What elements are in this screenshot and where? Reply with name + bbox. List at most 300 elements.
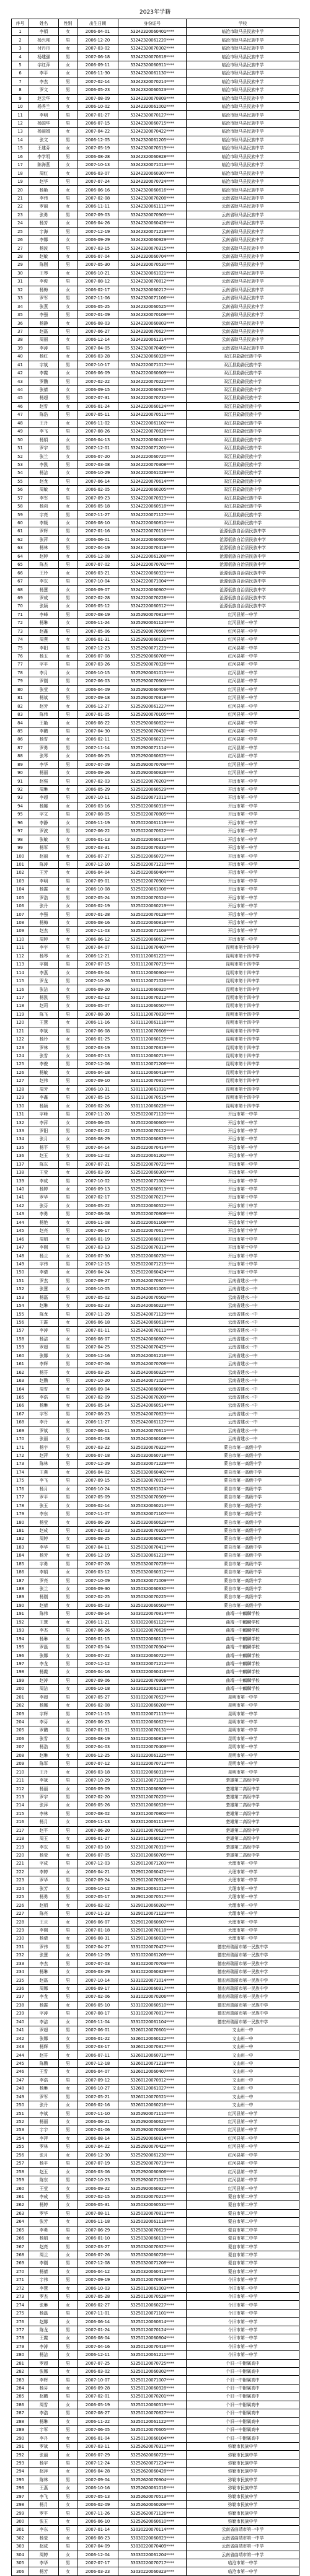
cell-id-number: 53250220070721**** (118, 1160, 187, 1168)
cell-gender: 男 (59, 1510, 78, 1518)
cell-id-number: 53290120060202**** (118, 1901, 187, 1909)
cell-birthdate: 2007-07-15 (78, 961, 118, 969)
cell-name: 李林 (29, 1809, 59, 1818)
cell-gender: 男 (59, 1743, 78, 1751)
cell-school: 文山州一中 (187, 2085, 299, 2093)
cell-birthdate: 2006-05-31 (78, 2201, 118, 2209)
cell-id-number: 53260120060407**** (118, 2068, 187, 2076)
cell-birthdate: 2006-12-08 (78, 552, 118, 560)
cell-name: 周敏 (29, 486, 59, 494)
cell-id-number: 53252620071224**** (118, 2459, 187, 2467)
table-row (12, 1693, 299, 1701)
cell-birthdate: 2007-11-26 (78, 2509, 118, 2517)
cell-name: 杨平 (29, 2160, 59, 2168)
cell-school: 昆明市第十四中学 (187, 985, 299, 993)
cell-school: 个旧市第一中学 (187, 2284, 299, 2292)
cell-name: 赵龙 (29, 477, 59, 485)
table-row (12, 1884, 299, 1892)
cell-gender: 男 (59, 1393, 78, 1401)
cell-gender: 男 (59, 1943, 78, 1951)
cell-name: 周芳 (29, 1085, 59, 1093)
cell-school: 开远市第一中学 (187, 1143, 299, 1151)
cell-id-number: 53252620060610**** (118, 2517, 187, 2525)
cell-index: 88 (12, 752, 29, 760)
cell-index: 55 (12, 477, 29, 485)
cell-school: 双江县勐勐民族中学 (187, 385, 299, 393)
column-header-name: 姓名 (29, 19, 59, 28)
cell-id-number: 53011120070715**** (118, 961, 187, 969)
cell-index: 167 (12, 1410, 29, 1418)
table-row (12, 1027, 299, 1035)
cell-name: 赵鹏 (29, 2393, 59, 2401)
cell-birthdate: 2006-03-04 (78, 969, 118, 977)
cell-name: 罗杰 (29, 1277, 59, 1285)
cell-gender: 女 (59, 1734, 78, 1743)
cell-index: 156 (12, 1318, 29, 1326)
cell-birthdate: 2007-06-29 (78, 2226, 118, 2234)
cell-name: 字辉 (29, 1710, 59, 1718)
cell-name: 李鹏 (29, 727, 59, 735)
cell-name: 李斌 (29, 1027, 59, 1035)
cell-id-number: 53250120060302**** (118, 2367, 187, 2375)
cell-birthdate: 2006-08-29 (78, 1135, 118, 1143)
cell-id-number: 53242220061029**** (118, 469, 187, 477)
table-row (12, 1860, 299, 1868)
cell-index: 165 (12, 1393, 29, 1401)
cell-id-number: 53250320071009**** (118, 1576, 187, 1585)
cell-name: 杨国华 (29, 119, 59, 127)
cell-index: 280 (12, 2351, 29, 2359)
cell-index: 262 (12, 2201, 29, 2209)
cell-name: 李刚 (29, 2259, 59, 2267)
cell-name: 杨艳 (29, 1218, 59, 1226)
table-row (12, 2251, 299, 2259)
table-row (12, 1710, 299, 1718)
cell-name: 字军 (29, 2426, 59, 2434)
cell-school: 开远市第十中学 (187, 1260, 299, 1268)
cell-gender: 女 (59, 1618, 78, 1626)
cell-name: 杨月 (29, 1818, 59, 1826)
cell-id-number: 53252920070819**** (118, 610, 187, 618)
table-row (12, 1218, 299, 1226)
cell-id-number: 53011120060125**** (118, 1035, 187, 1043)
cell-school: 云南省曲靖市第一中学 (187, 2551, 299, 2559)
cell-index: 157 (12, 1327, 29, 1335)
cell-id-number: 53252920061015**** (118, 669, 187, 677)
cell-school: 临沧市耿马县民族中学 (187, 161, 299, 169)
cell-id-number: 53252420070706**** (118, 1360, 187, 1368)
cell-index: 65 (12, 561, 29, 569)
cell-birthdate: 2007-06-08 (78, 1027, 118, 1035)
cell-gender: 男 (59, 2459, 78, 2467)
cell-birthdate: 2006-12-04 (78, 2551, 118, 2559)
cell-name: 李洁 (29, 2018, 59, 2026)
cell-school: 双江县勐勐民族中学 (187, 502, 299, 510)
table-row (12, 1135, 299, 1143)
cell-birthdate: 2006-11-16 (78, 1019, 118, 1027)
cell-school: 个旧市第一中学 (187, 2301, 299, 2309)
cell-id-number: 53250120070827**** (118, 2409, 187, 2417)
cell-name: 王霞 (29, 1318, 59, 1326)
cell-id-number: 53011120071026**** (118, 977, 187, 985)
cell-birthdate: 2007-05-27 (78, 1693, 118, 1701)
cell-birthdate: 2006-11-11 (78, 203, 118, 211)
cell-birthdate: 2007-09-23 (78, 494, 118, 502)
cell-name: 陈伟 (29, 710, 59, 718)
cell-id-number: 53242220060512**** (118, 602, 187, 610)
table-row (12, 2393, 299, 2401)
cell-gender: 男 (59, 910, 78, 918)
cell-birthdate: 2006-03-23 (78, 2567, 118, 2575)
cell-index: 140 (12, 1185, 29, 1193)
table-row (12, 677, 299, 685)
table-row (12, 1993, 299, 2001)
cell-id-number: 53242220060518**** (118, 502, 187, 510)
cell-gender: 女 (59, 2318, 78, 2326)
cell-birthdate: 2006-09-30 (78, 1585, 118, 1593)
cell-gender: 男 (59, 211, 78, 219)
cell-school: 云南省耿马县民族中学 (187, 194, 299, 202)
cell-index: 182 (12, 1535, 29, 1543)
cell-school: 昆明市第一中学 (187, 1734, 299, 1743)
cell-name: 杨超 (29, 394, 59, 402)
cell-name: 李杰 (29, 77, 59, 86)
table-row (12, 2492, 299, 2500)
table-row (12, 2509, 299, 2517)
table-row (12, 2059, 299, 2067)
cell-school: 双江县勐勐民族中学 (187, 353, 299, 361)
cell-index: 122 (12, 1035, 29, 1043)
cell-id-number: 53250320071208**** (118, 2259, 187, 2267)
cell-birthdate: 2006-04-26 (78, 219, 118, 227)
cell-birthdate: 2006-06-29 (78, 1518, 118, 1526)
cell-school: 个旧一中附属高中 (187, 2426, 299, 2434)
table-row (12, 444, 299, 452)
cell-id-number: 53242220060321**** (118, 569, 187, 577)
table-row (12, 1893, 299, 1901)
cell-birthdate: 2006-10-08 (78, 886, 118, 894)
table-row (12, 2417, 299, 2425)
table-row (12, 353, 299, 361)
cell-index: 69 (12, 594, 29, 602)
cell-name: 罗辉 (29, 527, 59, 535)
cell-id-number: 53250220070331**** (118, 843, 187, 851)
cell-gender: 女 (59, 2384, 78, 2392)
cell-gender: 女 (59, 1552, 78, 1560)
cell-id-number: 53242320060803**** (118, 319, 187, 327)
cell-birthdate: 2007-12-08 (78, 2259, 118, 2267)
cell-index: 74 (12, 635, 29, 643)
cell-name: 李超 (29, 794, 59, 802)
cell-name: 陈飞 (29, 1010, 59, 1018)
cell-id-number: 53242220070923**** (118, 494, 187, 502)
cell-id-number: 53030220060823**** (118, 2534, 187, 2542)
cell-id-number: 53242320071013**** (118, 161, 187, 169)
cell-gender: 男 (59, 2076, 78, 2084)
cell-school: 红河县第一中学 (187, 627, 299, 635)
cell-name: 李平 (29, 69, 59, 77)
cell-school: 红河县第一中学 (187, 752, 299, 760)
cell-gender: 女 (59, 869, 78, 877)
cell-birthdate: 2006-06-12 (78, 935, 118, 943)
cell-birthdate: 2007-11-03 (78, 927, 118, 935)
cell-school: 昆明市第十四中学 (187, 1060, 299, 1068)
cell-birthdate: 2006-10-15 (78, 669, 118, 677)
cell-id-number: 53250320060930**** (118, 1585, 187, 1593)
cell-id-number: 53030220060416**** (118, 1668, 187, 1676)
table-row (12, 661, 299, 669)
cell-birthdate: 2006-04-07 (78, 2068, 118, 2076)
cell-birthdate: 2006-11-13 (78, 1818, 118, 1826)
cell-school: 双江县勐勐民族中学 (187, 377, 299, 385)
cell-index: 196 (12, 1651, 29, 1659)
cell-id-number: 53242220061208**** (118, 552, 187, 560)
cell-school: 红河县第一中学 (187, 710, 299, 718)
cell-name: 陈龙 (29, 2326, 59, 2334)
cell-gender: 女 (59, 1935, 78, 1943)
cell-gender: 男 (59, 411, 78, 419)
cell-gender: 男 (59, 727, 78, 735)
cell-name: 李浩 (29, 2409, 59, 2417)
cell-id-number: 53250220061119**** (118, 819, 187, 827)
cell-id-number: 53030220070304**** (118, 1643, 187, 1651)
cell-school: 大理市第一中学 (187, 1909, 299, 1917)
cell-birthdate: 2006-06-05 (78, 1119, 118, 1127)
cell-name: 赵鹏 (29, 1376, 59, 1384)
cell-name: 杨军 (29, 843, 59, 851)
cell-name: 李成 (29, 1177, 59, 1185)
cell-name: 杨霞 (29, 886, 59, 894)
cell-name: 王琴 (29, 269, 59, 277)
cell-birthdate: 2007-12-15 (78, 1260, 118, 1268)
cell-id-number: 53250220070524**** (118, 894, 187, 902)
cell-birthdate: 2007-07-03 (78, 1959, 118, 1967)
cell-birthdate: 2007-12-24 (78, 2459, 118, 2467)
table-row (12, 1552, 299, 1560)
cell-gender: 男 (59, 760, 78, 768)
cell-name: 李阳 (29, 644, 59, 652)
cell-name: 张月 (29, 2151, 59, 2159)
cell-index: 22 (12, 203, 29, 211)
cell-index: 98 (12, 835, 29, 843)
cell-index: 115 (12, 977, 29, 985)
cell-name: 罗军 (29, 294, 59, 302)
cell-gender: 男 (59, 460, 78, 468)
cell-id-number: 53250320070629**** (118, 2226, 187, 2234)
cell-gender: 男 (59, 1310, 78, 1318)
cell-birthdate: 2007-12-12 (78, 1659, 118, 1668)
cell-school: 临沧市耿马县民族中学 (187, 128, 299, 136)
table-row (12, 877, 299, 885)
cell-name: 王燕 (29, 1468, 59, 1476)
table-row (12, 1643, 299, 1651)
cell-birthdate: 2006-09-15 (78, 385, 118, 393)
table-row (12, 835, 299, 843)
cell-index: 42 (12, 369, 29, 377)
cell-index: 13 (12, 128, 29, 136)
cell-gender: 男 (59, 1210, 78, 1218)
table-row (12, 1618, 299, 1626)
cell-birthdate: 2007-05-24 (78, 894, 118, 902)
cell-index: 199 (12, 1676, 29, 1684)
cell-name: 杨娟 (29, 436, 59, 444)
table-row (12, 1068, 299, 1076)
cell-id-number: 53242320060523**** (118, 86, 187, 94)
cell-id-number: 53252920070918**** (118, 694, 187, 702)
cell-birthdate: 2007-04-09 (78, 2543, 118, 2551)
cell-birthdate: 2007-08-14 (78, 1610, 118, 1618)
table-row (12, 602, 299, 610)
cell-id-number: 53252920060621**** (118, 2117, 187, 2125)
table-row (12, 2168, 299, 2176)
cell-index: 235 (12, 1976, 29, 1984)
cell-name: 王莹 (29, 2184, 59, 2192)
cell-gender: 男 (59, 777, 78, 785)
cell-school: 文山州一中 (187, 2034, 299, 2042)
cell-school: 开远市第一中学 (187, 877, 299, 885)
cell-id-number: 53242220071004**** (118, 577, 187, 585)
cell-school: 开远市第一中学 (187, 794, 299, 802)
table-row (12, 2434, 299, 2442)
cell-id-number: 53290120061012**** (118, 1884, 187, 1892)
cell-name: 杨芳 (29, 219, 59, 227)
cell-gender: 女 (59, 635, 78, 643)
cell-index: 31 (12, 278, 29, 286)
cell-index: 60 (12, 519, 29, 527)
cell-id-number: 53252420070502**** (118, 1293, 187, 1301)
cell-id-number: 53252620060729**** (118, 2451, 187, 2459)
cell-birthdate: 2006-09-29 (78, 235, 118, 244)
cell-id-number: 53250220071002**** (118, 1177, 187, 1185)
cell-id-number: 53252920071223**** (118, 644, 187, 652)
cell-school: 昆明市第十四中学 (187, 952, 299, 960)
cell-gender: 女 (59, 302, 78, 310)
cell-birthdate: 2007-08-27 (78, 2409, 118, 2417)
cell-name: 陈林 (29, 2476, 59, 2484)
cell-id-number: 53011120061031**** (118, 1085, 187, 1093)
cell-birthdate: 2006-11-02 (78, 419, 118, 427)
cell-name: 杨秀兰 (29, 102, 59, 110)
cell-school: 开远市第十中学 (187, 1202, 299, 1210)
cell-index: 298 (12, 2500, 29, 2508)
cell-school: 红河县第一中学 (187, 694, 299, 702)
cell-id-number: 53252420060807**** (118, 1335, 187, 1343)
cell-school: 文山州一中 (187, 2042, 299, 2051)
cell-name: 张娜 (29, 1651, 59, 1659)
cell-school: 红河县第一中学 (187, 736, 299, 744)
cell-id-number: 53010220060623**** (118, 1718, 187, 1726)
cell-name: 陈浩 (29, 411, 59, 419)
cell-birthdate: 2007-10-23 (78, 2176, 118, 2184)
cell-id-number: 53242320060929**** (118, 235, 187, 244)
cell-index: 287 (12, 2409, 29, 2417)
cell-name: 李俊 (29, 1060, 59, 1068)
cell-gender: 男 (59, 1493, 78, 1501)
cell-school: 个旧市第一中学 (187, 2326, 299, 2334)
cell-birthdate: 2007-03-31 (78, 843, 118, 851)
cell-gender: 女 (59, 1035, 78, 1043)
cell-index: 34 (12, 302, 29, 310)
cell-index: 47 (12, 411, 29, 419)
cell-id-number: 53252920070709**** (118, 760, 187, 768)
cell-birthdate: 2006-10-03 (78, 2284, 118, 2292)
cell-birthdate: 2007-03-22 (78, 1443, 118, 1451)
cell-birthdate: 2007-04-27 (78, 1943, 118, 1951)
cell-gender: 男 (59, 927, 78, 935)
cell-school: 昆明市第十四中学 (187, 1068, 299, 1076)
cell-school: 德宏州瑞丽市第一民族中学 (187, 2018, 299, 2026)
cell-school: 云南省建水一中 (187, 1301, 299, 1309)
cell-gender: 男 (59, 2509, 78, 2517)
table-row (12, 1593, 299, 1601)
cell-school: 临沧市耿马县民族中学 (187, 169, 299, 177)
cell-gender: 男 (59, 894, 78, 902)
table-row (12, 377, 299, 385)
cell-name: 李凯 (29, 460, 59, 468)
cell-id-number: 53242220070511**** (118, 411, 187, 419)
cell-id-number: 53250320071107**** (118, 1510, 187, 1518)
cell-birthdate: 2006-08-23 (78, 2534, 118, 2542)
cell-name: 字红萍 (29, 61, 59, 69)
cell-index: 129 (12, 1094, 29, 1102)
table-row (12, 1368, 299, 1376)
cell-gender: 女 (59, 852, 78, 860)
cell-id-number: 53252420070209**** (118, 1393, 187, 1401)
cell-name: 张玉 (29, 2517, 59, 2525)
cell-gender: 女 (59, 2500, 78, 2508)
cell-index: 15 (12, 144, 29, 152)
cell-school: 德宏州瑞丽市第一民族中学 (187, 1976, 299, 1984)
cell-name: 罗宇 (29, 1793, 59, 1801)
cell-school: 文山州一中 (187, 2101, 299, 2109)
cell-birthdate: 2007-08-11 (78, 2209, 118, 2217)
cell-gender: 女 (59, 1568, 78, 1576)
table-row (12, 428, 299, 436)
cell-gender: 男 (59, 494, 78, 502)
cell-school: 双江县勐勐民族中学 (187, 436, 299, 444)
cell-id-number: 53250120071101**** (118, 2309, 187, 2317)
cell-index: 45 (12, 394, 29, 402)
cell-name: 王玲 (29, 569, 59, 577)
cell-name: 杨勇 (29, 1893, 59, 1901)
cell-school: 沧源佤族自治县民族中学 (187, 527, 299, 535)
cell-gender: 女 (59, 785, 78, 793)
table-row (12, 1676, 299, 1684)
cell-id-number: 53242220071127**** (118, 511, 187, 519)
table-row (12, 1393, 299, 1401)
cell-school: 开远市第一中学 (187, 910, 299, 918)
cell-school: 弥勒市民族中学 (187, 2509, 299, 2517)
table-row (12, 1668, 299, 1676)
cell-name: 李丹 (29, 1418, 59, 1426)
cell-school: 开远市第十中学 (187, 1243, 299, 1251)
cell-gender: 男 (59, 177, 78, 185)
cell-birthdate: 2006-01-27 (78, 1834, 118, 1842)
cell-school: 云南省耿马县民族中学 (187, 336, 299, 344)
cell-id-number: 53250220060730**** (118, 1252, 187, 1260)
cell-school: 昆明市第一中学 (187, 1726, 299, 1734)
cell-index: 81 (12, 694, 29, 702)
cell-id-number: 53250220070901**** (118, 877, 187, 885)
cell-id-number: 53290120060607**** (118, 1918, 187, 1926)
cell-index: 73 (12, 627, 29, 635)
cell-school: 曲靖一中麒麟学校 (187, 1618, 299, 1626)
cell-gender: 女 (59, 902, 78, 910)
cell-school: 临沧市耿马县民族中学 (187, 144, 299, 152)
cell-birthdate: 2007-05-02 (78, 1293, 118, 1301)
cell-index: 206 (12, 1734, 29, 1743)
cell-birthdate: 2006-05-29 (78, 785, 118, 793)
